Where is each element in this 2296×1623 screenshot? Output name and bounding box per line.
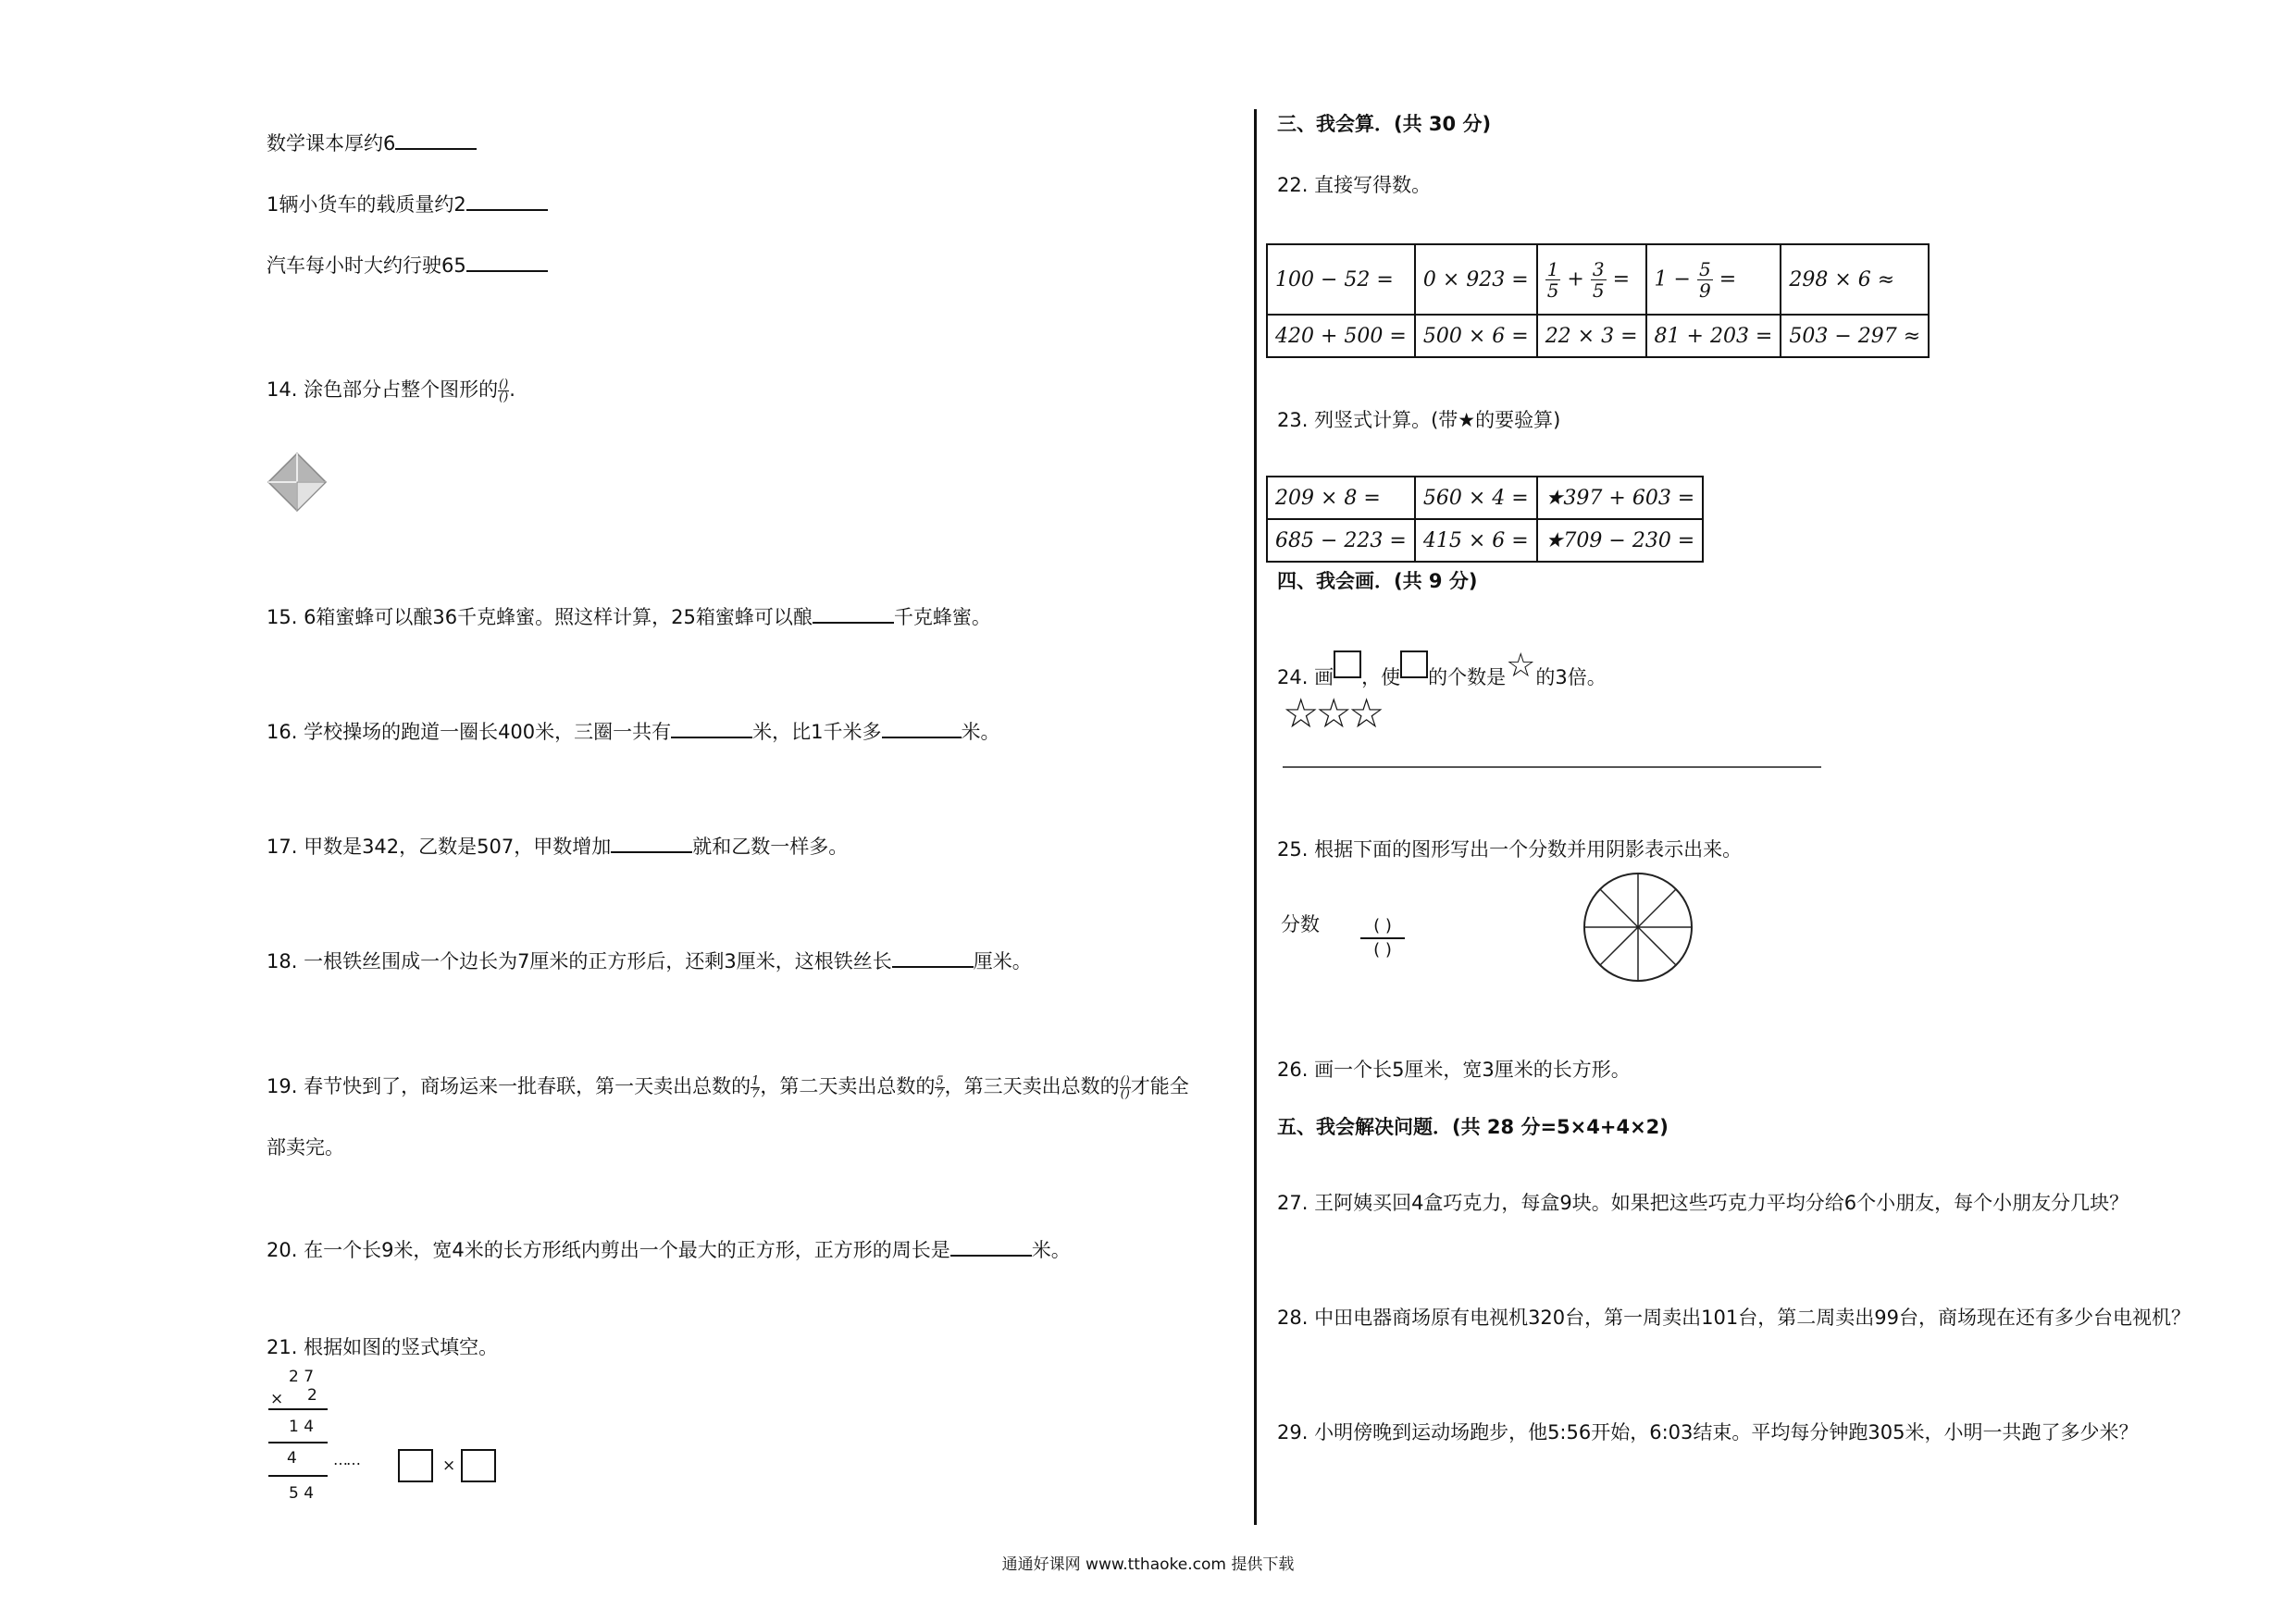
partial-product-2: 4 xyxy=(287,1449,297,1468)
q18-text: 18. 一根铁丝围成一个边长为7厘米的正方形后，还剩3厘米，这根铁丝长 xyxy=(267,950,892,973)
section-3-heading: 三、我会算．(共 30 分) xyxy=(1277,113,1492,135)
answer-blank[interactable] xyxy=(611,831,692,853)
q19-line2: 部卖完。 xyxy=(267,1136,344,1158)
q20-text: 20. 在一个长9米，宽4米的长方形纸内剪出一个最大的正方形，正方形的周长是 xyxy=(267,1239,950,1261)
q19-fraction-2 xyxy=(935,1075,944,1100)
rule-line-1 xyxy=(268,1408,328,1410)
fraction-numerator: () xyxy=(1120,1073,1130,1088)
q16-tail: 米。 xyxy=(961,721,1000,743)
answer-blank[interactable] xyxy=(395,128,477,150)
q17-tail: 就和乙数一样多。 xyxy=(692,836,849,858)
q14-fraction xyxy=(498,378,509,403)
question-24 xyxy=(1277,648,1607,696)
fraction-denominator: 5 xyxy=(1546,279,1559,302)
fraction-denominator: 5 xyxy=(1592,279,1605,302)
question-22: 22. 直接写得数。 xyxy=(1277,174,1432,196)
square-icon xyxy=(1334,650,1361,678)
question-17 xyxy=(267,831,848,860)
rule-line-3 xyxy=(268,1475,328,1477)
fraction xyxy=(1697,259,1713,301)
q18-tail: 厘米。 xyxy=(973,950,1032,973)
q16-text: 16. 学校操场的跑道一圈长400米，三圈一共有 xyxy=(267,721,672,743)
multiplicand: 2 7 xyxy=(289,1368,315,1386)
answer-blank[interactable] xyxy=(671,716,752,738)
question-16 xyxy=(267,716,1000,745)
mental-math-table xyxy=(1266,243,1930,358)
table-cell: 0 × 923 = xyxy=(1415,244,1537,315)
q15-text: 15. 6箱蜜蜂可以酿36千克蜂蜜。照这样计算，25箱蜜蜂可以酿 xyxy=(267,606,813,628)
question-20 xyxy=(267,1234,1071,1263)
q21-text: 21. 根据如图的竖式填空。 xyxy=(267,1336,499,1358)
textbook-thickness-line xyxy=(267,128,477,156)
fraction-answer-slot[interactable] xyxy=(1355,916,1410,960)
fraction-denominator: 7 xyxy=(751,1086,760,1101)
question-14 xyxy=(267,377,515,403)
section-5-heading: 五、我会解决问题．(共 28 分=5×4+4×2) xyxy=(1277,1116,1669,1138)
table-cell: 685 − 223 = xyxy=(1267,519,1415,562)
textbook-text: 数学课本厚约6 xyxy=(267,132,396,155)
table-cell: ★397 + 603 = xyxy=(1537,477,1704,519)
table-cell: 22 × 3 = xyxy=(1537,315,1646,357)
table-cell: 503 − 297 ≈ xyxy=(1781,315,1929,357)
q14-end: . xyxy=(509,378,515,401)
column-divider xyxy=(1254,109,1257,1525)
square-icon xyxy=(1400,650,1428,678)
fraction-numerator: 1 xyxy=(1546,257,1559,280)
times-sign: × xyxy=(270,1390,284,1408)
question-18 xyxy=(267,946,1032,974)
answer-blank[interactable] xyxy=(882,716,962,738)
question-27: 27. 王阿姨买回4盒巧克力，每盒9块。如果把这些巧克力平均分给6个小朋友，每个小朋友分几块？ xyxy=(1277,1192,2129,1214)
answer-blank[interactable] xyxy=(466,250,548,272)
equals-sign: = xyxy=(1612,267,1631,291)
fraction-label: 分数 xyxy=(1281,913,1320,935)
fraction-bar xyxy=(1360,937,1405,939)
q19-mid-2: ，第三天卖出总数的 xyxy=(944,1075,1120,1097)
whole-minus: 1 − xyxy=(1654,267,1691,291)
fraction-numerator: 3 xyxy=(1592,257,1605,280)
question-25: 25. 根据下面的图形写出一个分数并用阴影表示出来。 xyxy=(1277,838,1743,861)
table-row xyxy=(1267,244,1929,315)
table-cell: 298 × 6 ≈ xyxy=(1781,244,1929,315)
fraction xyxy=(1591,259,1607,301)
section-4-heading: 四、我会画．(共 9 分) xyxy=(1277,570,1478,592)
partial-product-1: 1 4 xyxy=(289,1418,315,1436)
fraction xyxy=(1545,259,1561,301)
divided-circle-figure[interactable] xyxy=(1581,870,1695,985)
star-icon: ☆ xyxy=(1506,647,1536,685)
question-19-continued xyxy=(267,1134,344,1160)
table-cell-fraction-sum xyxy=(1537,244,1646,315)
q24-text: 24. 画 xyxy=(1277,666,1334,688)
q15-tail: 千克蜂蜜。 xyxy=(893,606,991,628)
car-speed-line xyxy=(267,250,548,279)
table-row xyxy=(1267,477,1703,519)
rule-line-2 xyxy=(268,1442,328,1443)
question-29: 29. 小明傍晚到运动场跑步，他5:56开始，6:03结束。平均每分钟跑305米，小明一共跑了多少米？ xyxy=(1277,1421,2139,1443)
answer-blank[interactable] xyxy=(813,601,894,624)
vertical-calc-table xyxy=(1266,476,1704,563)
three-stars-icon: ☆☆☆ xyxy=(1283,690,1382,737)
drawing-line[interactable] xyxy=(1283,766,1821,768)
vertical-multiplication xyxy=(268,1368,509,1516)
paren-denominator: ( ) xyxy=(1373,939,1392,960)
question-15 xyxy=(267,601,991,630)
q16-mid: 米，比1千米多 xyxy=(752,721,882,743)
answer-blank[interactable] xyxy=(466,189,548,211)
paren-numerator: ( ) xyxy=(1373,916,1392,935)
question-23: 23. 列竖式计算。(带★的要验算) xyxy=(1277,409,1561,431)
table-cell: 209 × 8 = xyxy=(1267,477,1415,519)
q19-fraction-1 xyxy=(751,1075,760,1100)
car-text: 汽车每小时大约行驶65 xyxy=(267,254,466,277)
table-cell: 420 + 500 = xyxy=(1267,315,1415,357)
answer-box[interactable] xyxy=(398,1449,433,1482)
answer-blank[interactable] xyxy=(892,946,974,968)
table-cell-fraction-diff xyxy=(1646,244,1781,315)
table-row xyxy=(1267,315,1929,357)
table-cell: ★709 − 230 = xyxy=(1537,519,1704,562)
question-21 xyxy=(267,1334,498,1360)
q24-mid: ，使 xyxy=(1361,666,1401,688)
shaded-diamond-figure xyxy=(267,452,328,513)
q17-text: 17. 甲数是342，乙数是507，甲数增加 xyxy=(267,836,612,858)
q14-text: 14. 涂色部分占整个图形的 xyxy=(267,378,499,401)
q24-tail: 的3倍。 xyxy=(1535,666,1607,688)
fraction-denominator: 7 xyxy=(936,1086,944,1101)
fraction-denominator: 9 xyxy=(1698,279,1711,302)
equals-sign: = xyxy=(1719,267,1737,291)
q19-text: 19. 春节快到了，商场运来一批春联，第一天卖出总数的 xyxy=(267,1075,751,1097)
q19-fraction-3 xyxy=(1120,1075,1131,1100)
fraction-numerator: 5 xyxy=(936,1073,944,1088)
answer-box[interactable] xyxy=(461,1449,496,1482)
final-product: 5 4 xyxy=(289,1484,315,1503)
footer-source: 通通好课网 www.tthaoke.com 提供下载 xyxy=(1001,1555,1295,1574)
fraction-denominator: () xyxy=(499,390,509,404)
question-19 xyxy=(267,1073,1189,1100)
table-cell: 560 × 4 = xyxy=(1415,477,1537,519)
fraction-numerator: 5 xyxy=(1698,257,1711,280)
table-row xyxy=(1267,519,1703,562)
answer-blank[interactable] xyxy=(950,1234,1032,1257)
plus-sign: + xyxy=(1567,267,1584,291)
q19-mid: ，第二天卖出总数的 xyxy=(760,1075,936,1097)
question-26: 26. 画一个长5厘米，宽3厘米的长方形。 xyxy=(1277,1059,1631,1081)
ellipsis-dots: …… xyxy=(333,1451,359,1468)
q20-tail: 米。 xyxy=(1031,1239,1071,1261)
table-cell: 100 − 52 = xyxy=(1267,244,1415,315)
fraction-numerator: () xyxy=(499,377,509,391)
truck-load-line xyxy=(267,189,548,217)
q24-mid-2: 的个数是 xyxy=(1428,666,1507,688)
fraction-denominator: () xyxy=(1120,1086,1130,1101)
table-cell: 415 × 6 = xyxy=(1415,519,1537,562)
question-28: 28. 中田电器商场原有电视机320台，第一周卖出101台，第二周卖出99台，商场现在还有多少台电视机？ xyxy=(1277,1307,2191,1329)
multiplier: 2 xyxy=(307,1386,317,1405)
fraction-numerator: 1 xyxy=(751,1073,760,1088)
table-cell: 81 + 203 = xyxy=(1646,315,1781,357)
truck-text: 1辆小货车的载质量约2 xyxy=(267,193,466,216)
times-sign-small: × xyxy=(442,1456,456,1475)
table-cell: 500 × 6 = xyxy=(1415,315,1537,357)
q19-tail: 才能全 xyxy=(1130,1075,1189,1097)
